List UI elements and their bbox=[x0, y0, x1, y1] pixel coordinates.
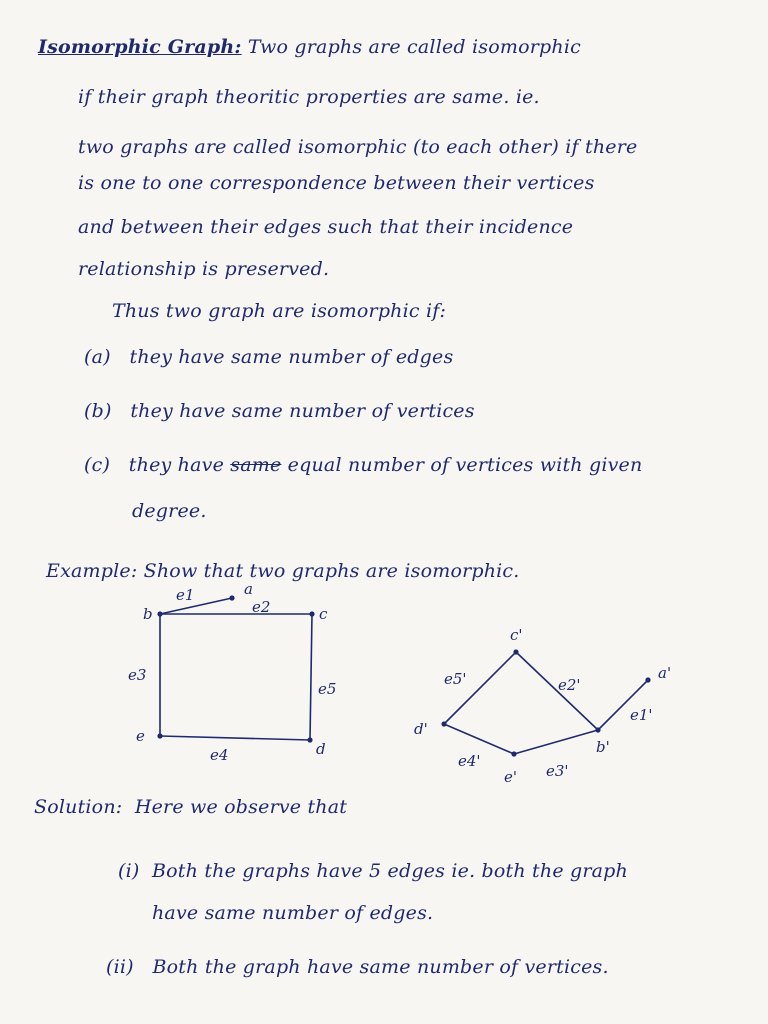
solution-point-2-text: Both the graph have same number of vertices. bbox=[152, 956, 609, 978]
graph2-label-d: d' bbox=[414, 720, 428, 738]
graph2-label-e2: e2' bbox=[558, 676, 581, 694]
graph1-label-e2: e2 bbox=[252, 598, 271, 616]
graph2-vertex-e bbox=[511, 751, 516, 756]
solution-point-2-marker: (ii) bbox=[106, 956, 134, 978]
definition-line-3: is one to one correspondence between their vertices bbox=[78, 172, 595, 194]
graph-2 bbox=[444, 652, 648, 754]
solution-line bbox=[34, 796, 347, 818]
graph2-edge-e5 bbox=[444, 652, 516, 724]
graph1-label-e4: e4 bbox=[210, 746, 229, 764]
graph2-label-e1: e1' bbox=[630, 706, 653, 724]
definition-line-5: relationship is preserved. bbox=[78, 258, 330, 280]
graph2-edge-e4 bbox=[444, 724, 514, 754]
graph1-vertex-d bbox=[307, 737, 312, 742]
graph2-label-e5: e5' bbox=[444, 670, 467, 688]
graph2-label-c: c' bbox=[510, 626, 523, 644]
graph1-label-e5: e5 bbox=[318, 680, 337, 698]
condition-c-continuation: degree. bbox=[132, 500, 207, 522]
graph1-vertex-c bbox=[309, 611, 314, 616]
definition-line-2: two graphs are called isomorphic (to each other) if there bbox=[78, 136, 638, 158]
condition-a-marker: (a) bbox=[84, 346, 111, 368]
graph2-label-b: b' bbox=[596, 738, 610, 756]
condition-c-text-after: equal number of vertices with given bbox=[287, 454, 643, 476]
condition-a-text: they have same number of edges bbox=[129, 346, 454, 368]
heading-title: Isomorphic Graph: bbox=[38, 36, 242, 58]
solution-point-1-marker: (i) bbox=[118, 860, 140, 882]
graph-1-vertices bbox=[157, 595, 314, 742]
solution-point-2 bbox=[106, 956, 609, 978]
condition-b-marker: (b) bbox=[84, 400, 112, 422]
condition-b-text: they have same number of vertices bbox=[130, 400, 475, 422]
graph1-edge-e5 bbox=[310, 614, 312, 740]
graph1-label-e1: e1 bbox=[176, 586, 195, 604]
graph2-label-e4: e4' bbox=[458, 752, 481, 770]
solution-intro: Here we observe that bbox=[134, 796, 348, 818]
graph2-label-a: a' bbox=[658, 664, 672, 682]
graph-1 bbox=[160, 598, 312, 740]
graph2-edge-e3 bbox=[514, 730, 598, 754]
graph-2-vertices bbox=[441, 649, 650, 756]
graph2-edge-e2 bbox=[516, 652, 598, 730]
graph2-label-e3: e3' bbox=[546, 762, 569, 780]
graph1-label-e3: e3 bbox=[128, 666, 147, 684]
definition-line-1: if their graph theoritic properties are same. ie. bbox=[78, 86, 540, 108]
graph2-label-e: e' bbox=[504, 768, 518, 786]
graph2-vertex-b bbox=[595, 727, 600, 732]
graph2-vertex-d bbox=[441, 721, 446, 726]
graph1-vertex-a bbox=[229, 595, 234, 600]
graph1-vertex-e bbox=[157, 733, 162, 738]
conditions-intro: Thus two graph are isomorphic if: bbox=[112, 300, 447, 322]
graph2-vertex-a bbox=[645, 677, 650, 682]
graph1-edge-e1 bbox=[160, 598, 232, 614]
solution-label: Solution: bbox=[34, 796, 123, 818]
definition-line-4: and between their edges such that their incidence bbox=[78, 216, 574, 238]
condition-c-marker: (c) bbox=[84, 454, 111, 476]
example-heading: Example: Show that two graphs are isomorphic. bbox=[46, 560, 520, 582]
graph1-vertex-b bbox=[157, 611, 162, 616]
graph1-label-e: e bbox=[136, 727, 145, 745]
solution-point-1 bbox=[118, 860, 628, 882]
condition-c-text-before: they have bbox=[128, 454, 225, 476]
graph1-label-b: b bbox=[143, 605, 153, 623]
solution-point-1-continuation: have same number of edges. bbox=[152, 902, 434, 924]
graph2-vertex-c bbox=[513, 649, 518, 654]
graph1-label-d: d bbox=[316, 740, 326, 758]
solution-point-1-text: Both the graphs have 5 edges ie. both the graph bbox=[152, 860, 628, 882]
graph1-label-a: a bbox=[244, 580, 253, 598]
graph1-label-c: c bbox=[319, 605, 328, 623]
heading-rest: Two graphs are called isomorphic bbox=[247, 36, 581, 58]
graph1-edge-e4 bbox=[160, 736, 310, 740]
condition-c-struck-word: same bbox=[230, 454, 282, 476]
